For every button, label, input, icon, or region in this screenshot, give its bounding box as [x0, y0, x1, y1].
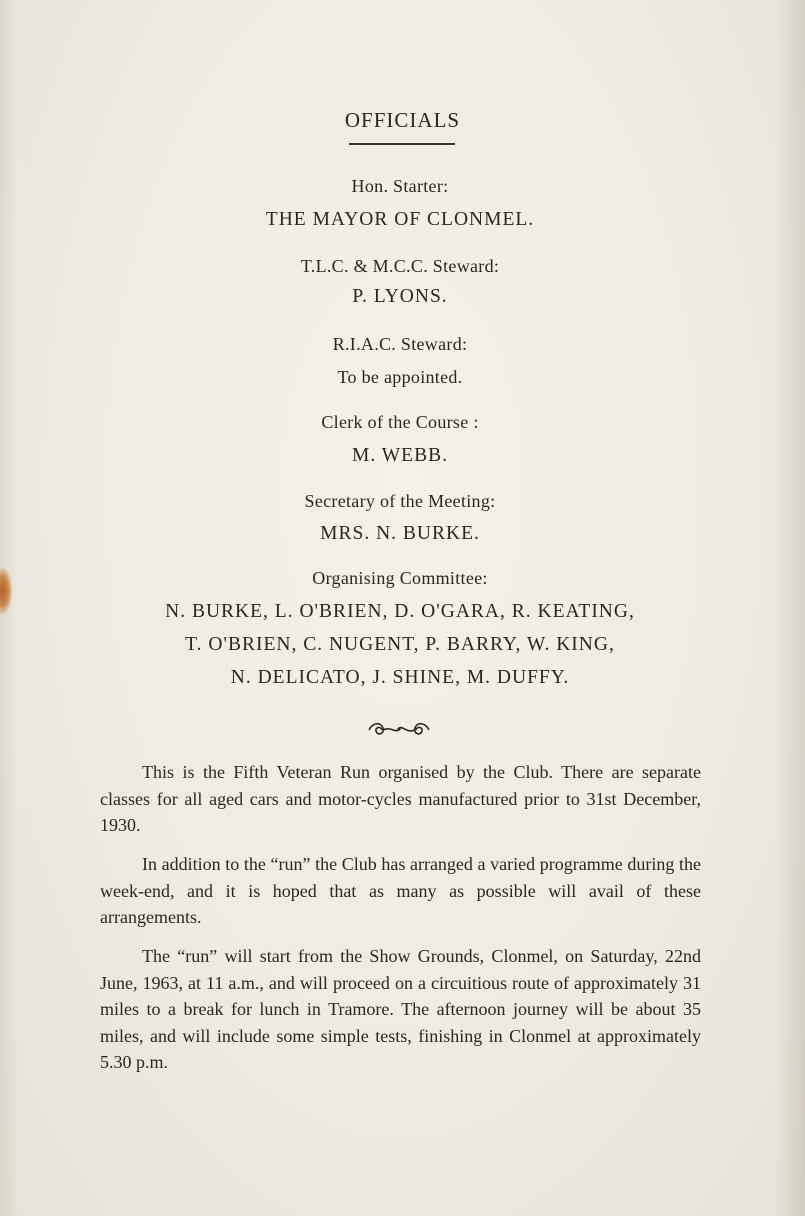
programme-paragraph: In addition to the “run” the Club has arranged a varied programme during the week-end, and it is hoped that as many as possible will avail of these arrangements. — [100, 854, 701, 927]
page-title: OFFICIALS — [344, 108, 461, 132]
committee-line: T. O'BRIEN, C. NUGENT, P. BARRY, W. KING, — [185, 634, 615, 655]
secretary-name: MRS. N. BURKE. — [320, 523, 480, 544]
title-underline — [349, 143, 455, 145]
tlc-steward-name: P. LYONS. — [352, 286, 448, 307]
clerk-role: Clerk of the Course : — [321, 412, 479, 432]
scroll-ornament-icon — [365, 718, 433, 740]
committee-line: N. DELICATO, J. SHINE, M. DUFFY. — [230, 667, 570, 688]
hon-starter-role: Hon. Starter: — [351, 176, 449, 196]
riac-steward-role: R.I.A.C. Steward: — [332, 334, 468, 354]
tlc-steward-role: T.L.C. & M.C.C. Steward: — [300, 256, 500, 276]
hon-starter-name: THE MAYOR OF CLONMEL. — [265, 209, 535, 230]
clerk-name: M. WEBB. — [352, 445, 448, 466]
committee-line: N. BURKE, L. O'BRIEN, D. O'GARA, R. KEATING, — [165, 601, 635, 622]
route-paragraph: The “run” will start from the Show Grounds, Clonmel, on Saturday, 22nd June, 1963, at 11 a.m., and will proceed on a circuitious route of approximately 31 miles to a break for lunch in Tramore. The afternoon journey will be about 35 miles, and will include some simple tests, finishing in Clonmel at approximately 5.30 p.m. — [100, 946, 701, 1072]
committee-role: Organising Committee: — [312, 568, 488, 588]
riac-steward-name: To be appointed. — [337, 367, 463, 387]
intro-paragraph: This is the Fifth Veteran Run organised by the Club. There are separate classes for all aged cars and motor-cycles manufactured prior to 31st December, 1930. — [100, 762, 701, 835]
secretary-role: Secretary of the Meeting: — [304, 491, 496, 511]
